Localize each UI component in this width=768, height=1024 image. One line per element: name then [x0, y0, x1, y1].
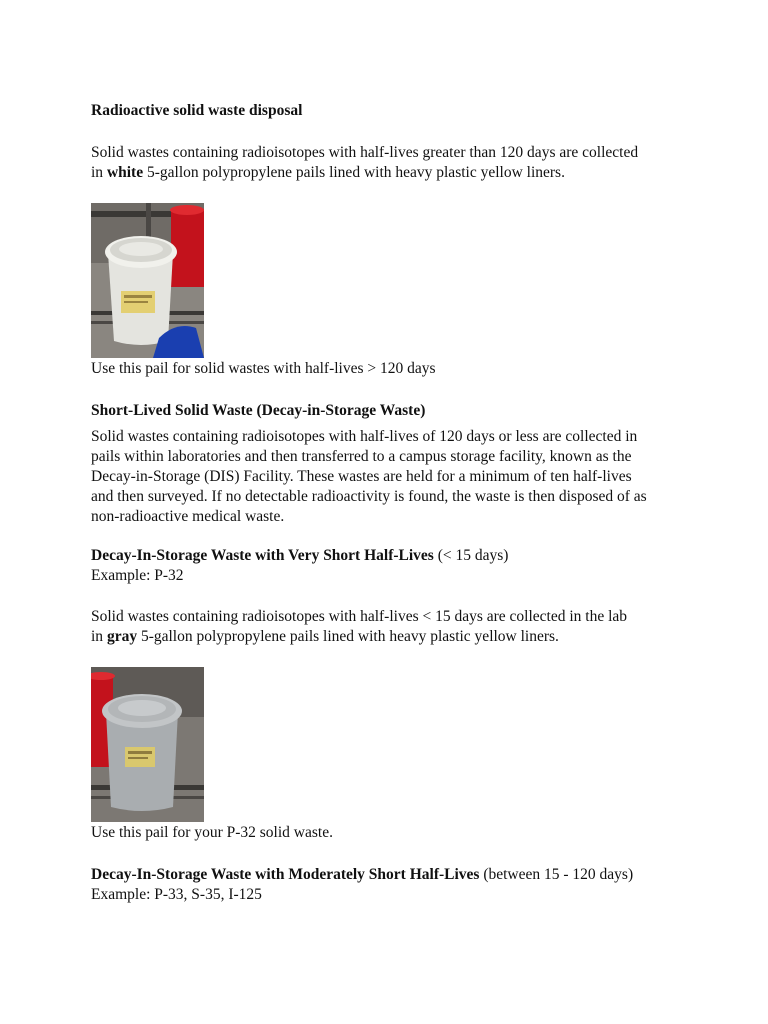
white-emphasis: white	[106, 164, 144, 181]
decay-in-storage-paragraph: Solid wastes containing radioisotopes with half-lives of 120 days or less are collected in pails within laboratories and then transferred to a campus storage facility, known as the Decay-in-Storage (DIS) Facility. These wastes are held for a minimum of ten half-lives and then surveyed. If no detectable radioactivity is found, the waste is then disposed of as non-radioactive medical waste.	[91, 428, 647, 525]
gray-pail-photo	[91, 667, 204, 822]
moderate-heading: Decay-In-Storage Waste with Moderately Short Half-Lives	[91, 866, 480, 883]
very-short-example: Example: P-32	[91, 567, 184, 584]
very-short-qualifier: (< 15 days)	[433, 547, 509, 564]
white-pail-paragraph: Solid wastes containing radioisotopes with half-lives greater than 120 days are collected in white 5-gallon polypropylene pails lined with heavy plastic yellow liners.	[91, 144, 639, 181]
very-short-heading: Decay-In-Storage Waste with Very Short Half-Lives	[91, 547, 434, 564]
moderate-example: Example: P-33, S-35, I-125	[91, 886, 262, 903]
white-pail-caption: Use this pail for solid wastes with half-lives > 120 days	[91, 360, 436, 377]
gray-pail-caption: Use this pail for your P-32 solid waste.	[91, 824, 333, 841]
very-short-half-lives-section	[91, 546, 691, 586]
gray-pail-paragraph: Solid wastes containing radioisotopes with half-lives < 15 days are collected in the lab in gray 5-gallon polypropylene pails lined with heavy plastic yellow liners.	[91, 608, 628, 645]
moderately-short-half-lives-section	[91, 865, 691, 905]
short-lived-heading: Short-Lived Solid Waste (Decay-in-Storage Waste)	[91, 402, 426, 419]
white-pail-photo	[91, 203, 204, 358]
gray-emphasis: gray	[106, 628, 138, 645]
moderate-qualifier: (between 15 - 120 days)	[479, 866, 634, 883]
page-title: Radioactive solid waste disposal	[91, 102, 303, 119]
